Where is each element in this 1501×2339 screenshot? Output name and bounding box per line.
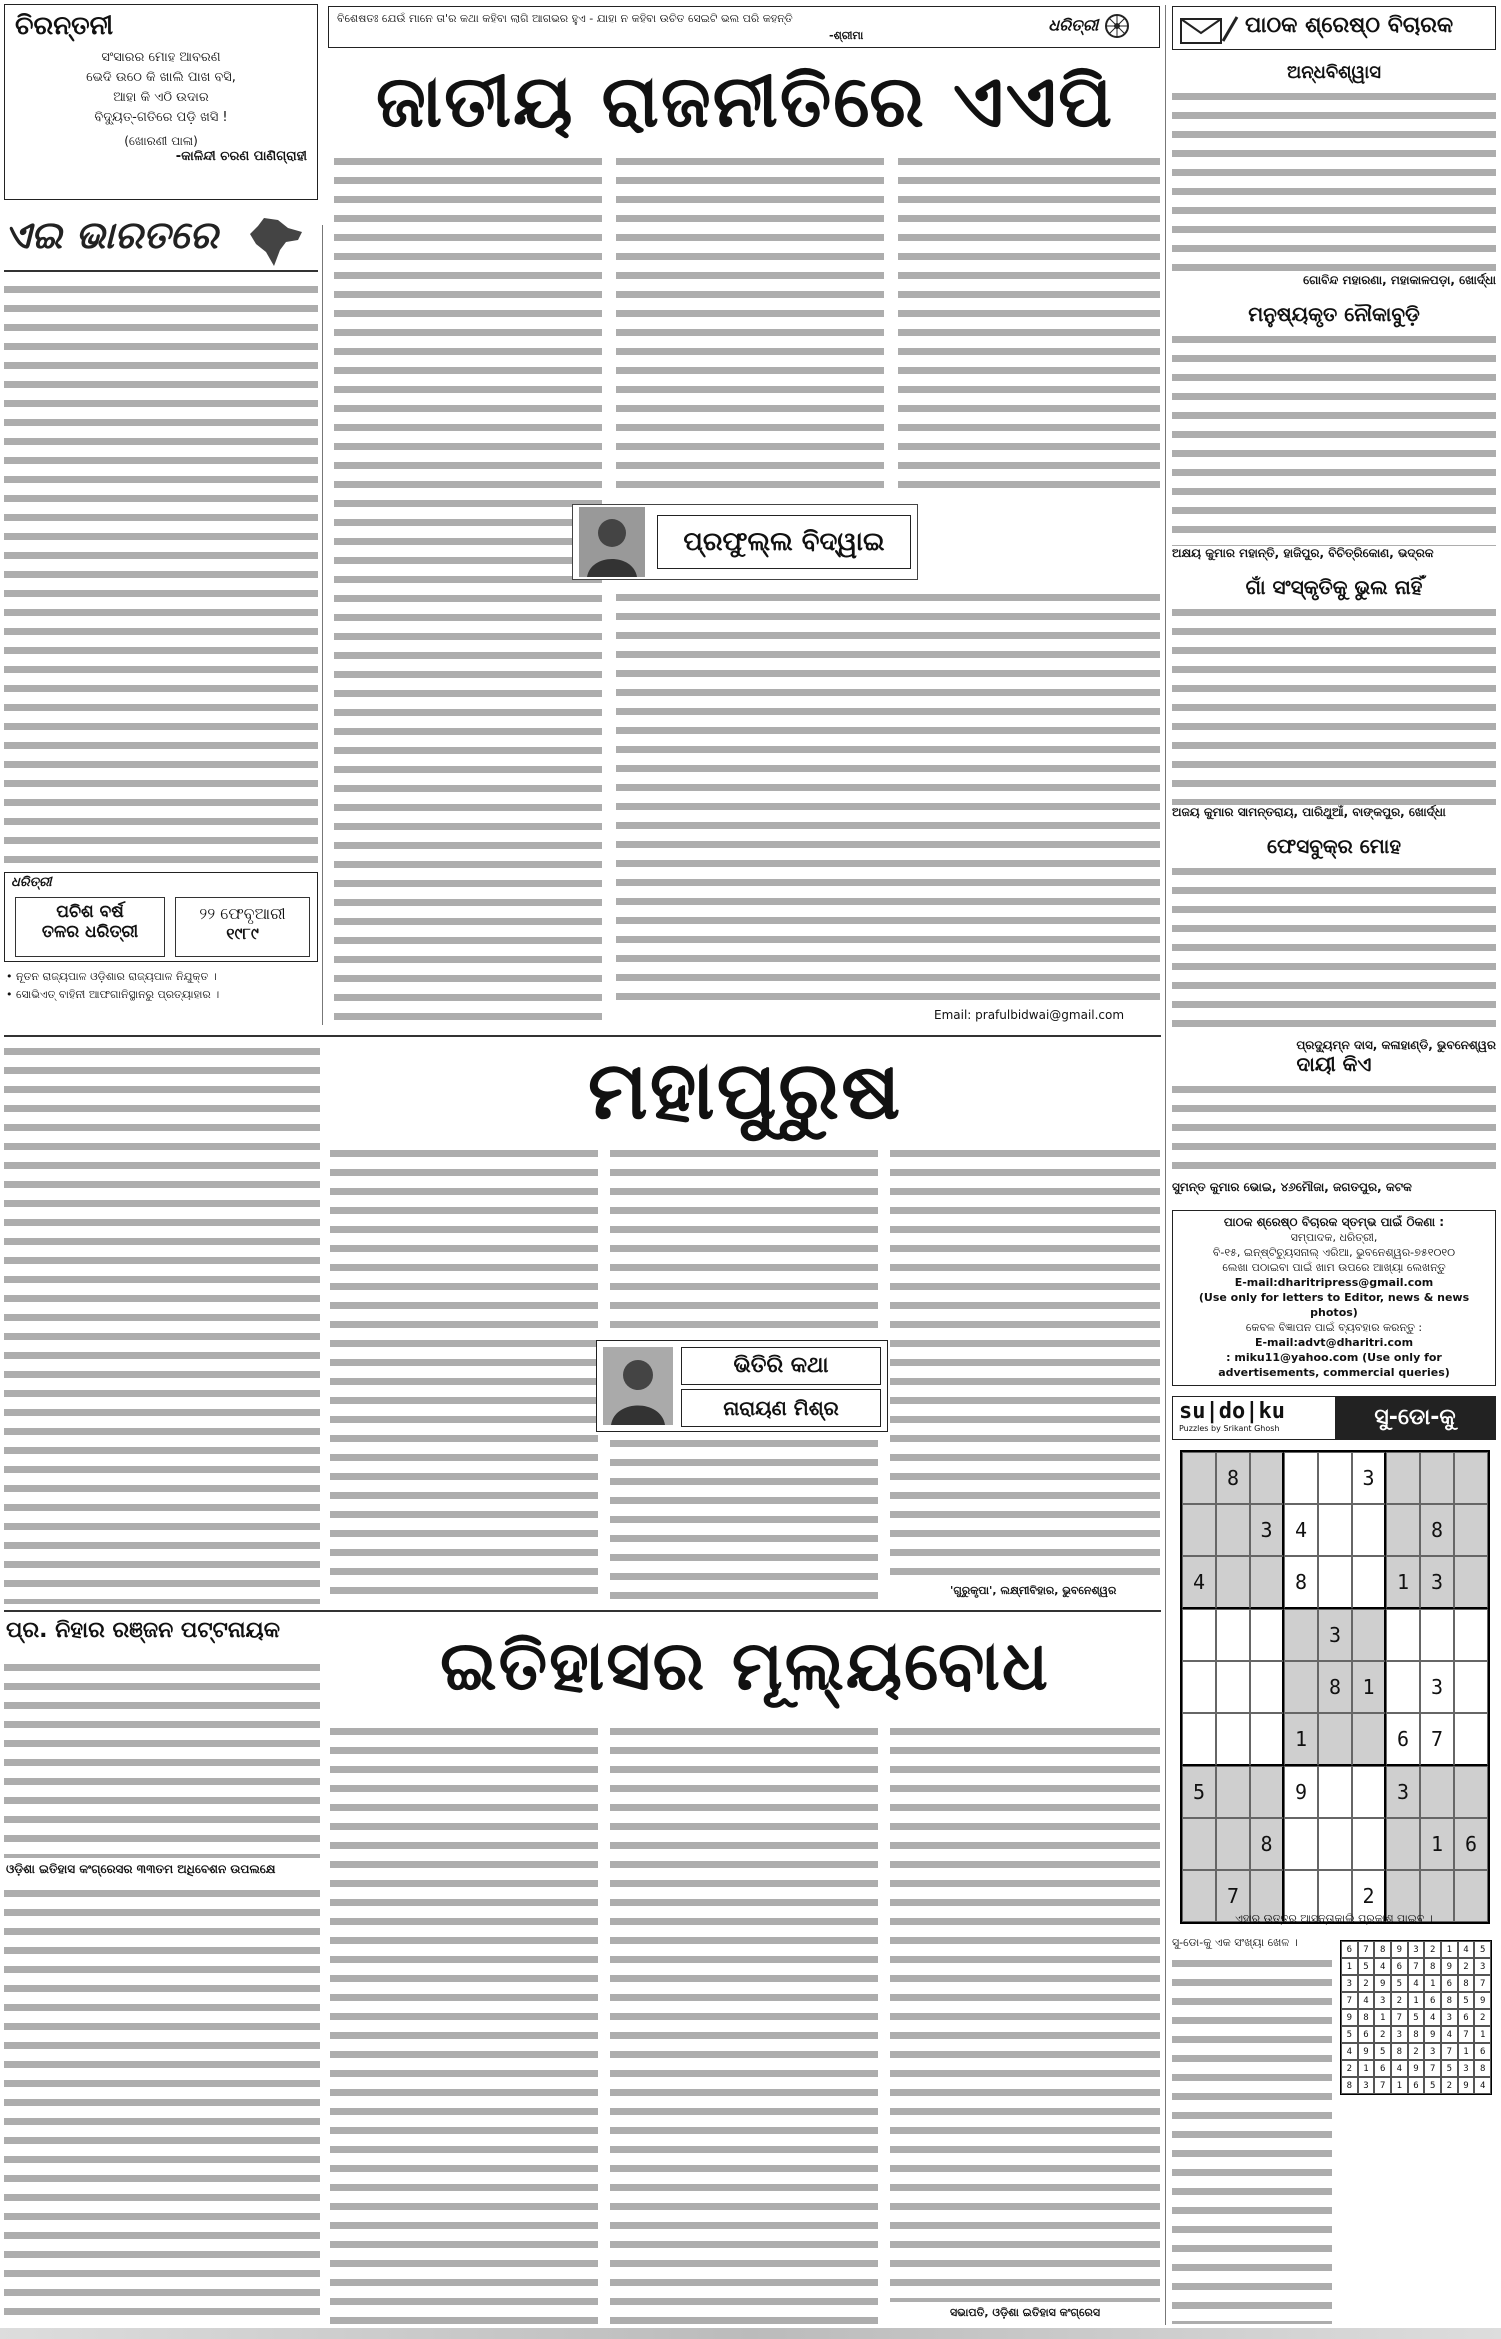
solution-cell: 9: [1374, 1975, 1391, 1992]
itihasa-subhead: ଓଡ଼ିଶା ଇତିହାସ କଂଗ୍ରେସର ୩୩ତମ ଅଧିବେଶନ ଉପଲକ୍ଷେ: [6, 1862, 276, 1876]
sudoku-cell: [1182, 1609, 1216, 1661]
solution-cell: 2: [1391, 1992, 1408, 2009]
dharitri-box-label: ଧରିତ୍ରୀ: [11, 875, 52, 890]
lead-col-3: [898, 152, 1160, 500]
letters-banner: [1172, 6, 1496, 50]
solution-cell: 8: [1358, 2009, 1375, 2026]
column-divider: [322, 225, 323, 1025]
sudoku-cell: 5: [1182, 1766, 1216, 1818]
sudoku-cell: [1386, 1504, 1420, 1556]
solution-cell: 3: [1424, 2043, 1441, 2060]
solution-cell: 2: [1374, 2026, 1391, 2043]
solution-cell: 3: [1358, 2077, 1375, 2094]
address-line: ବି-୧୫, ଇନ୍‌ଷ୍ଟିଚ୍ୟୁସନାଲ୍ ଏରିଆ, ଭୁବନେଶ୍ୱର-୭୫୧୦୧୦: [1212, 1246, 1456, 1259]
dharitri-box-bullets: [6, 968, 318, 1004]
sudoku-cell: [1250, 1556, 1284, 1609]
letter-body: [1172, 599, 1496, 805]
solution-cell: 4: [1358, 1992, 1375, 2009]
india-map-icon: [244, 216, 308, 268]
sudoku-cell: [1284, 1818, 1318, 1870]
solution-cell: 6: [1391, 1958, 1408, 1975]
sudoku-cell: 8: [1318, 1661, 1352, 1713]
solution-cell: 8: [1458, 1975, 1475, 1992]
dharitri-box-date: [175, 897, 310, 957]
letter-title: ଅନ୍ଧବିଶ୍ୱାସ: [1287, 62, 1381, 83]
sudoku-cell: [1420, 1452, 1454, 1504]
sudoku-cell: 4: [1284, 1504, 1318, 1556]
person-icon: [603, 1347, 673, 1425]
sudoku-cell: [1420, 1609, 1454, 1661]
sudoku-cell: 1: [1420, 1818, 1454, 1870]
author-photo: [603, 1347, 673, 1425]
solution-cell: 9: [1358, 2043, 1375, 2060]
sudoku-cell: [1250, 1609, 1284, 1661]
lead-col-2: [616, 152, 884, 500]
person-icon: [579, 507, 645, 577]
mahapurusha-footer: 'ଗୁରୁକୃପା', ଲକ୍ଷ୍ମୀବିହାର, ଭୁବନେଶ୍ୱର: [950, 1584, 1117, 1597]
solution-cell: 1: [1358, 2060, 1375, 2077]
solution-cell: 5: [1374, 2043, 1391, 2060]
sudoku-cell: [1284, 1452, 1318, 1504]
envelope-pen-icon: [1179, 13, 1239, 45]
sudoku-cell: 8: [1216, 1452, 1250, 1504]
sudoku-cell: 7: [1216, 1870, 1250, 1922]
lead-col-1: [334, 152, 602, 1022]
sudoku-cell: 3: [1250, 1504, 1284, 1556]
letter-5: [1172, 1052, 1496, 1200]
sudoku-cell: [1352, 1556, 1386, 1609]
sudoku-cell: [1454, 1452, 1488, 1504]
sudoku-cell: [1352, 1766, 1386, 1818]
sudoku-cell: [1284, 1609, 1318, 1661]
itihasa-col-2: [330, 1722, 598, 2324]
letter-title: ମନୁଷ୍ୟକୃତ ନୌକାବୁଡ଼ି: [1248, 302, 1420, 326]
solution-cell: 1: [1474, 2026, 1491, 2043]
mahapurusha-author: ନାରାୟଣ ମିଶ୍ର: [681, 1389, 881, 1427]
solution-cell: 4: [1408, 1975, 1425, 1992]
sudoku-cell: 8: [1284, 1556, 1318, 1609]
sudoku-cell: [1216, 1766, 1250, 1818]
sudoku-cell: 9: [1284, 1766, 1318, 1818]
sudoku-cell: [1318, 1766, 1352, 1818]
sudoku-note: ଏହାର ଉତ୍ତର ଆସନ୍ତାକାଲି ପ୍ରକାଶ ପାଇବ ।: [1235, 1912, 1433, 1925]
solution-cell: 3: [1441, 2009, 1458, 2026]
sudoku-cell: 1: [1284, 1713, 1318, 1766]
sudoku-cell: [1454, 1556, 1488, 1609]
letter-title: ଦାୟୀ କିଏ: [1296, 1052, 1372, 1076]
address-line: ଲେଖା ପଠାଇବା ପାଇଁ ଖାମ ଉପରେ ଆଖ୍ୟା ଲେଖନ୍ତୁ: [1222, 1261, 1446, 1274]
itihasa-footer: ସଭାପତି, ଓଡ଼ିଶା ଇତିହାସ କଂଗ୍ରେସ: [950, 2306, 1101, 2319]
letter-body: [1172, 1076, 1496, 1180]
sudoku-cell: 6: [1454, 1818, 1488, 1870]
solution-cell: 2: [1408, 2043, 1425, 2060]
top-quote-author: -ଶ୍ରୀମା: [829, 29, 864, 42]
solution-cell: 9: [1391, 1941, 1408, 1958]
sudoku-cell: [1318, 1504, 1352, 1556]
letter-body: [1172, 83, 1496, 273]
solution-cell: 2: [1424, 1941, 1441, 1958]
sudoku-cell: 8: [1420, 1504, 1454, 1556]
solution-cell: 7: [1358, 1941, 1375, 1958]
sudoku-cell: 3: [1386, 1766, 1420, 1818]
sudoku-cell: [1216, 1609, 1250, 1661]
solution-cell: 5: [1474, 1941, 1491, 1958]
solution-cell: 9: [1408, 2060, 1425, 2077]
sudoku-cell: [1386, 1452, 1420, 1504]
dharitri-box-years: [15, 897, 165, 957]
solution-cell: 6: [1441, 1975, 1458, 1992]
section-divider: [4, 1035, 1161, 1037]
sudoku-cell: 8: [1250, 1818, 1284, 1870]
solution-cell: 2: [1474, 2009, 1491, 2026]
solution-cell: 5: [1458, 1992, 1475, 2009]
sudoku-cell: [1250, 1452, 1284, 1504]
address-line: ସମ୍ପାଦକ, ଧରିତ୍ରୀ,: [1290, 1231, 1378, 1244]
solution-cell: 5: [1424, 2077, 1441, 2094]
solution-cell: 1: [1408, 1992, 1425, 2009]
sudoku-logo-sub: Puzzles by Srikant Ghosh: [1179, 1424, 1280, 1433]
letter-title: ଫେସବୁକ୍‌ର ମୋହ: [1266, 834, 1401, 858]
letter-author: ଗୋବିନ୍ଦ ମହାରଣା, ମହାକାଳପଡ଼ା, ଖୋର୍ଦ୍ଧା: [1303, 273, 1496, 287]
solution-cell: 6: [1408, 2077, 1425, 2094]
sudoku-cell: [1386, 1609, 1420, 1661]
text-lines: [4, 280, 318, 865]
letters-banner-title: ପାଠକ ଶ୍ରେଷ୍ଠ ବିଚାରକ: [1245, 13, 1454, 38]
editor-email[interactable]: E-mail:dharitripress@gmail.com: [1234, 1276, 1434, 1289]
mahapurusha-headline: ମହାପୁରୁଷ: [587, 1043, 903, 1137]
dharitri-logo: [1029, 13, 1149, 43]
address-note: advertisements, commercial queries): [1218, 1366, 1450, 1379]
itihasa-byline: ପ୍ର. ନିହାର ରଞ୍ଜନ ପଟ୍ଟନାୟକ: [6, 1618, 280, 1643]
sudoku-cell: [1216, 1818, 1250, 1870]
lead-article-body: [334, 152, 1160, 1034]
solution-cell: 7: [1341, 1992, 1358, 2009]
solution-cell: 9: [1458, 2077, 1475, 2094]
sudoku-cell: 1: [1386, 1556, 1420, 1609]
solution-cell: 4: [1424, 2009, 1441, 2026]
lead-author-name: ପ୍ରଫୁଲ୍ଲ ବିଦ୍ୱାଇ: [657, 515, 911, 569]
lead-email[interactable]: Email: prafulbidwai@gmail.com: [934, 1008, 1125, 1022]
solution-cell: 3: [1341, 1975, 1358, 1992]
top-quote-text: ବିଶେଷତଃ ଯେଉଁ ମାନେ ତା'ର କଥା କହିବା ଲାଗି ଆଗଭର ହୁଏ - ଯାହା ନ କହିବା ଉଚିତ ସେଇଟି ଭଲ ପରି କହନ୍ତି: [337, 12, 793, 25]
solution-cell: 4: [1374, 1958, 1391, 1975]
top-quote-strip: [328, 6, 1160, 48]
dharitri-box-date2: ୧୯୮୯: [226, 924, 259, 943]
lead-author-box: [572, 504, 918, 580]
author-photo: [579, 507, 645, 577]
solution-cell: 1: [1441, 1941, 1458, 1958]
ebharat-article-body: [4, 280, 318, 865]
solution-cell: 6: [1424, 1992, 1441, 2009]
sudoku-cell: [1250, 1766, 1284, 1818]
sudoku-cell: 2: [1352, 1870, 1386, 1922]
letter-body: [1172, 326, 1496, 546]
itihasa-col-1a: [4, 1658, 320, 1858]
sudoku-cell: [1182, 1504, 1216, 1556]
sudoku-cell: [1318, 1452, 1352, 1504]
address-heading: ପାଠକ ଶ୍ରେଷ୍ଠ ବିଚାରକ ସ୍ତମ୍ଭ ପାଇଁ ଠିକଣା :: [1223, 1215, 1445, 1229]
sudoku-header: [1172, 1396, 1496, 1440]
solution-cell: 4: [1474, 2077, 1491, 2094]
solution-cell: 3: [1458, 2060, 1475, 2077]
solution-cell: 6: [1474, 2043, 1491, 2060]
solution-cell: 8: [1374, 1941, 1391, 1958]
sudoku-cell: 1: [1352, 1661, 1386, 1713]
sudoku-cell: [1454, 1609, 1488, 1661]
address-line: କେବଳ ବିଜ୍ଞାପନ ପାଇଁ ବ୍ୟବହାର କରନ୍ତୁ :: [1245, 1321, 1423, 1334]
solution-cell: 6: [1358, 2026, 1375, 2043]
sudoku-cell: 3: [1420, 1556, 1454, 1609]
sudoku-cell: 3: [1352, 1452, 1386, 1504]
ebharat-header: [4, 212, 318, 272]
sudoku-cell: [1454, 1504, 1488, 1556]
solution-cell: 5: [1408, 2009, 1425, 2026]
solution-cell: 7: [1408, 1958, 1425, 1975]
wheel-icon: [1104, 13, 1130, 39]
sudoku-cell: [1420, 1766, 1454, 1818]
mahapurusha-author-box: [596, 1340, 888, 1432]
sudoku-cell: [1284, 1661, 1318, 1713]
sudoku-cell: [1352, 1818, 1386, 1870]
sudoku-cell: [1352, 1713, 1386, 1766]
sudoku-rules: [1172, 1934, 1332, 2324]
dharitri-box-date1: ୨୨ ଫେବୃଆରୀ: [199, 904, 286, 923]
mahapurusha-col-4: [890, 1144, 1160, 1604]
sudoku-cell: [1182, 1661, 1216, 1713]
sudoku-logo-text: su|do|ku: [1179, 1399, 1285, 1424]
sudoku-cell: [1318, 1818, 1352, 1870]
solution-cell: 9: [1424, 2026, 1441, 2043]
ebharat-title: ଏଇ ଭାରତରେ: [4, 212, 218, 257]
page-footer-strip: [0, 2328, 1501, 2339]
sudoku-cell: [1182, 1713, 1216, 1766]
sudoku-grid: [1180, 1450, 1490, 1924]
mahapurusha-col-1: [4, 1042, 320, 1604]
solution-cell: 3: [1391, 2026, 1408, 2043]
letter-body: [1172, 858, 1496, 1038]
letter-title: ଗାଁ ସଂସ୍କୃତିକୁ ଭୁଲ ନାହିଁ: [1245, 575, 1423, 599]
solution-cell: 8: [1341, 2077, 1358, 2094]
sudoku-cell: [1216, 1713, 1250, 1766]
sudoku-cell: [1250, 1661, 1284, 1713]
solution-cell: 8: [1441, 1992, 1458, 2009]
solution-cell: 4: [1458, 1941, 1475, 1958]
letter-author: ସୁମନ୍ତ କୁମାର ଭୋଇ, ୪୬ମୌଜା, ଜଗତପୁର, କଟକ: [1172, 1180, 1412, 1194]
solution-cell: 9: [1474, 1992, 1491, 2009]
solution-cell: 1: [1458, 2043, 1475, 2060]
sudoku-rules-text: ସୁ-ଡୋ-କୁ ଏକ ସଂଖ୍ୟା ଖେଳ ।: [1172, 1936, 1298, 1949]
solution-cell: 2: [1358, 1975, 1375, 1992]
solution-cell: 6: [1458, 2009, 1475, 2026]
address-box: [1172, 1210, 1496, 1386]
solution-cell: 7: [1424, 2060, 1441, 2077]
solution-cell: 9: [1341, 2009, 1358, 2026]
solution-cell: 4: [1341, 2043, 1358, 2060]
solution-cell: 5: [1341, 2026, 1358, 2043]
solution-cell: 1: [1424, 1975, 1441, 1992]
sudoku-cell: 4: [1182, 1556, 1216, 1609]
bullet-item: • ନୂତନ ରାଜ୍ୟପାଳ ଓଡ଼ିଶାର ରାଜ୍ୟପାଳ ନିଯୁକ୍ତ ।: [6, 970, 217, 983]
solution-cell: 7: [1441, 2043, 1458, 2060]
sudoku-cell: [1216, 1556, 1250, 1609]
itihasa-headline: ଇତିହାସର ମୂଲ୍ୟବୋଧ: [440, 1626, 1050, 1706]
sudoku-cell: [1216, 1504, 1250, 1556]
solution-cell: 2: [1458, 1958, 1475, 1975]
section-divider: [4, 1610, 1161, 1612]
solution-cell: 5: [1358, 1958, 1375, 1975]
sudoku-cell: [1454, 1661, 1488, 1713]
solution-cell: 7: [1374, 2077, 1391, 2094]
solution-cell: 1: [1374, 2009, 1391, 2026]
mahapurusha-column-title: ଭିତିରି କଥା: [681, 1347, 881, 1385]
sudoku-cell: 3: [1420, 1661, 1454, 1713]
solution-cell: 5: [1441, 2060, 1458, 2077]
sudoku-cell: 3: [1318, 1609, 1352, 1661]
chirantani-poet: -କାଳିନ୍ଦୀ ଚରଣ ପାଣିଗ୍ରାହୀ: [175, 149, 307, 164]
sudoku-cell: [1386, 1818, 1420, 1870]
solution-cell: 3: [1374, 1992, 1391, 2009]
solution-cell: 4: [1441, 2026, 1458, 2043]
sudoku-cell: [1216, 1661, 1250, 1713]
solution-cell: 1: [1391, 2077, 1408, 2094]
solution-cell: 3: [1474, 1958, 1491, 1975]
column-divider: [1165, 5, 1166, 2325]
sudoku-cell: [1386, 1661, 1420, 1713]
solution-cell: 4: [1391, 2060, 1408, 2077]
chirantani-source: (ଖୋରଣୀ ପାଳା): [124, 134, 198, 148]
solution-cell: 3: [1408, 1941, 1425, 1958]
solution-cell: 7: [1391, 2009, 1408, 2026]
solution-cell: 8: [1391, 2043, 1408, 2060]
solution-cell: 6: [1374, 2060, 1391, 2077]
solution-cell: 5: [1391, 1975, 1408, 1992]
sudoku-cell: [1182, 1452, 1216, 1504]
sudoku-cell: [1352, 1504, 1386, 1556]
itihasa-col-4: [890, 1722, 1160, 2324]
sudoku-cell: [1182, 1818, 1216, 1870]
solution-cell: 7: [1474, 1975, 1491, 1992]
sudoku-cell: [1454, 1766, 1488, 1818]
dharitri-box-line2: ତଳର ଧରିତ୍ରୀ: [41, 922, 139, 942]
chirantani-box: [4, 4, 318, 200]
sudoku-cell: [1318, 1713, 1352, 1766]
sudoku-solution-grid: [1340, 1940, 1492, 2095]
solution-cell: 1: [1341, 1958, 1358, 1975]
lead-headline: ଜାତୀୟ ରାଜନୀତିରେ ଏଏପି: [375, 58, 1115, 143]
letter-author: ଅଜୟ କୁମାର ସାମନ୍ତରାୟ, ପାରିଥୁଆଁ, ବାଙ୍କପୁର, ଖୋର୍ଦ୍ଧା: [1172, 805, 1446, 819]
itihasa-col-3: [610, 1722, 878, 2324]
letter-author: ଅକ୍ଷୟ କୁମାର ମହାନ୍ତି, ହାଜିପୁର, ବିଚିତ୍ରିକୋଣ, ଭଦ୍ରକ: [1172, 546, 1434, 560]
letters-column: [1172, 56, 1496, 1056]
sudoku-cell: [1250, 1713, 1284, 1766]
sudoku-logo: [1173, 1397, 1335, 1439]
advt-email-alt[interactable]: : miku11@yahoo.com (Use only for: [1226, 1351, 1442, 1364]
sudoku-cell: 7: [1420, 1713, 1454, 1766]
solution-cell: 9: [1441, 1958, 1458, 1975]
dharitri-logo-text: ଧରିତ୍ରୀ: [1048, 15, 1099, 35]
sudoku-cell: [1352, 1609, 1386, 1661]
letter-author: ପ୍ରଦ୍ୟୁମ୍ନ ଦାସ, କଳାହାଣ୍ଡି, ଭୁବନେଶ୍ୱର: [1296, 1038, 1496, 1052]
sudoku-odia-title: ସୁ-ଡୋ-କୁ: [1335, 1397, 1495, 1439]
solution-cell: 6: [1341, 1941, 1358, 1958]
advt-email[interactable]: E-mail:advt@dharitri.com: [1254, 1336, 1414, 1349]
chirantani-poem: ସଂସାରର ମୋହ ଆବରଣ ଭେଦି ଉଠେ କି ଖାଲି ପାଖ ବସି, ଆହା କି ଏଠି ଉଦାର ବିଦ୍ୟୁତ୍-ଗତିରେ ପଡ଼ି ଖସି !: [86, 50, 236, 125]
sudoku-cell: [1318, 1556, 1352, 1609]
solution-cell: 7: [1458, 2026, 1475, 2043]
solution-cell: 2: [1441, 2077, 1458, 2094]
solution-cell: 8: [1424, 1958, 1441, 1975]
solution-cell: 8: [1474, 2060, 1491, 2077]
solution-cell: 8: [1408, 2026, 1425, 2043]
dharitri-box-line1: ପଚିଶ ବର୍ଷ: [56, 902, 124, 922]
chirantani-title: ଚିରନ୍ତନୀ: [15, 11, 114, 41]
sudoku-cell: 6: [1386, 1713, 1420, 1766]
itihasa-col-1b: [4, 1884, 320, 2324]
sudoku-cell: [1454, 1713, 1488, 1766]
dharitri-25-box: [4, 872, 318, 962]
solution-cell: 2: [1341, 2060, 1358, 2077]
lead-col-2b: [616, 588, 1160, 1028]
mahapurusha-col-2: [330, 1144, 598, 1604]
address-note: (Use only for letters to Editor, news & news photos): [1198, 1291, 1470, 1319]
bullet-item: • ସୋଭିଏତ୍ ବାହିନୀ ଆଫଗାନିସ୍ଥାନରୁ ପ୍ରତ୍ୟାହାର ।: [6, 988, 220, 1001]
